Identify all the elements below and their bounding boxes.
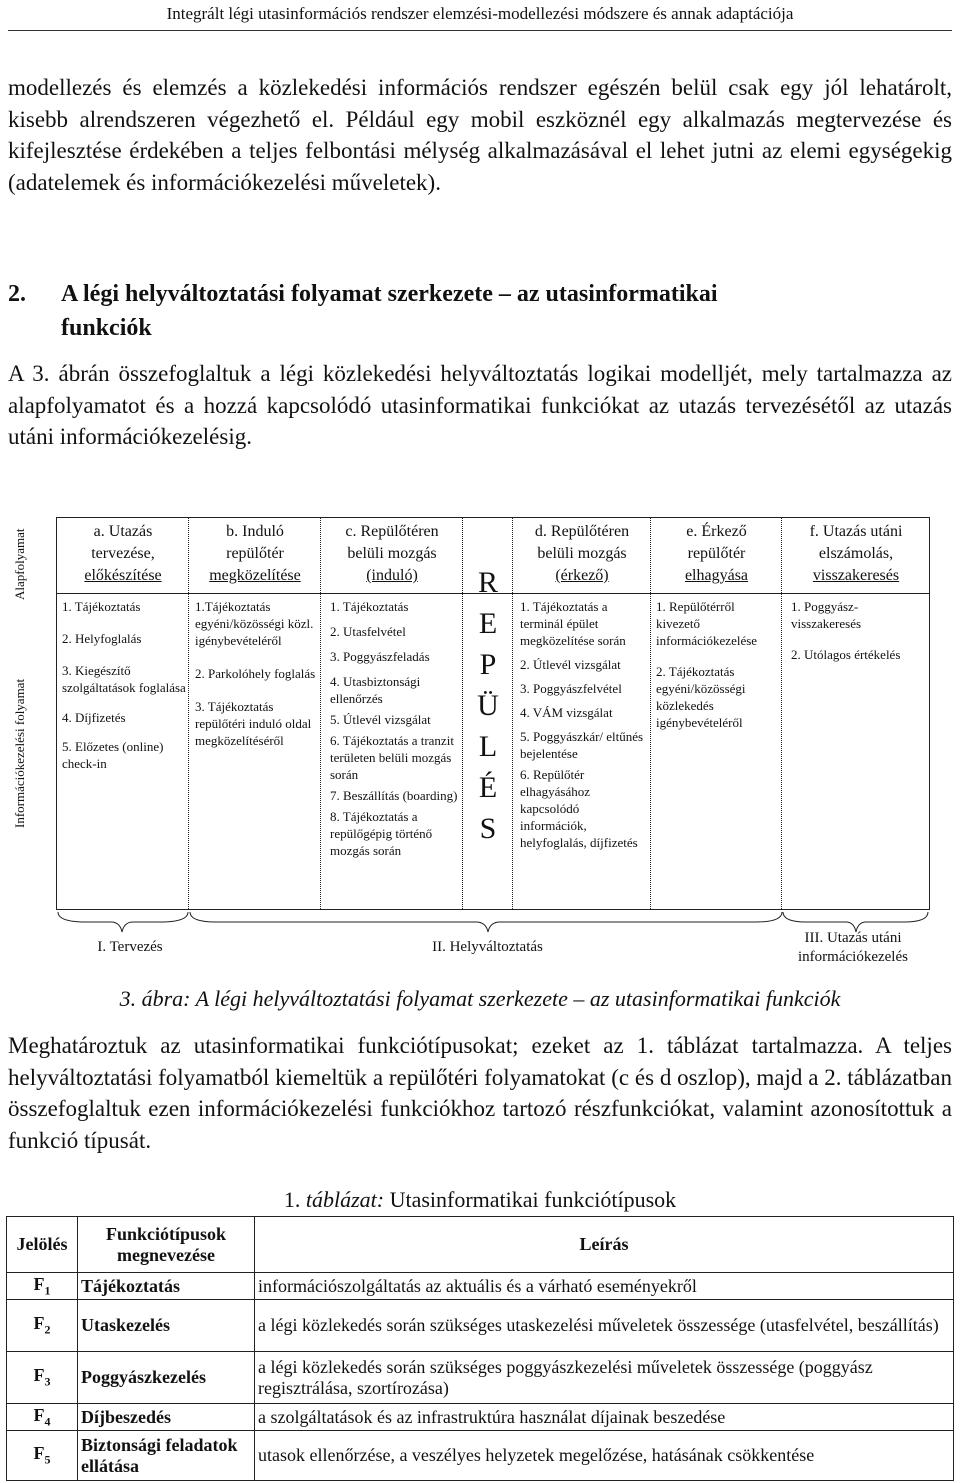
- column-separator: [512, 518, 513, 909]
- title-line: tervezése,: [91, 545, 155, 562]
- cell-name: Biztonsági feladatok ellátása: [78, 1431, 255, 1481]
- title-line: előkészítése: [84, 567, 162, 584]
- letter: R: [477, 566, 498, 599]
- code-letter: F: [33, 1313, 45, 1334]
- letter: E: [478, 607, 498, 640]
- column-d-items: [520, 598, 648, 855]
- list-item: 3. Tájékoztatás repülőtéri induló oldal megközelítéséről: [195, 699, 312, 748]
- list-item: 2. Helyfoglalás: [62, 631, 142, 646]
- cell-code: [7, 1300, 78, 1352]
- column-separator: [781, 518, 782, 909]
- code-letter: F: [33, 1404, 45, 1425]
- table-caption: [8, 1187, 952, 1213]
- code-letter: F: [33, 1443, 45, 1464]
- list-item: 7. Beszállítás (boarding): [330, 788, 458, 803]
- title-line: c. Repülőtéren: [345, 523, 439, 540]
- list-item: 1. Tájékoztatás: [330, 599, 409, 614]
- code-letter: F: [33, 1273, 45, 1294]
- title-line: elhagyása: [684, 567, 749, 584]
- list-item: 1. Tájékoztatás: [62, 599, 141, 614]
- phase-line: III. Utazás utáni: [804, 930, 902, 946]
- table-header-row: [7, 1217, 954, 1273]
- list-item: 3. Kiegészítő szolgáltatások foglalása: [62, 663, 186, 695]
- column-e-title: [652, 521, 781, 587]
- header-desc: Leírás: [255, 1217, 954, 1273]
- function-types-table: [6, 1216, 954, 1481]
- title-line: repülőtér: [687, 545, 746, 562]
- column-separator: [650, 518, 651, 909]
- column-c-items: [330, 598, 458, 863]
- table-caption-text: Utasinformatikai funkciótípusok: [389, 1187, 677, 1212]
- letter: É: [478, 771, 498, 804]
- list-item: 1.Tájékoztatás egyéni/közösségi közl. igénybevételéről: [195, 599, 314, 648]
- figure-caption-label: 3. ábra:: [119, 986, 191, 1011]
- column-separator: [188, 518, 189, 909]
- column-f-title: [783, 521, 929, 587]
- column-d-title: [514, 521, 650, 587]
- list-item: 1. Tájékoztatás a terminál épület megközelítése során: [520, 599, 626, 648]
- list-item: 6. Tájékoztatás a tranzit területen belüli mozgás során: [330, 733, 454, 782]
- list-item: 1. Repülőtérről kivezető információkezelése: [656, 599, 758, 648]
- phase-travel: II. Helyváltoztatás: [432, 939, 543, 955]
- title-line: a. Utazás: [93, 523, 153, 540]
- list-item: 2. Útlevél vizsgálat: [520, 657, 621, 672]
- paragraph-3: Meghatároztuk az utasinformatikai funkciótípusokat; ezeket az 1. táblázat tartalmazza. A teljes helyváltoztatási folyamatból kiemeltük a repülőtéri folyamatokat (c és d oszlop), majd a 2. táblázatban összefoglaltuk ezen információkezelési funkciókhoz tartozó részfunkciókat, valamint azonosítottuk a funkció típusát.: [8, 1033, 952, 1153]
- side-label-info-process: Információkezelési folyamat: [12, 678, 27, 828]
- section-heading: [8, 277, 952, 345]
- header-rule: [8, 30, 952, 31]
- list-item: 5. Útlevél vizsgálat: [330, 712, 431, 727]
- code-letter: F: [33, 1365, 45, 1386]
- section-paragraph: A 3. ábrán összefoglaltuk a légi közlekedési helyváltoztatás logikai modelljét, mely tartalmazza az alapfolyamatot és a hozzá kapcsolódó utasinformatikai funkciókat az utazás tervezésétől az utazás utáni információkezelésig.: [8, 361, 952, 450]
- list-item: 4. Utasbiztonsági ellenőrzés: [330, 674, 421, 706]
- cell-desc: a légi közlekedés során szükséges poggyászkezelési műveletek összessége (poggyász regisztrálása, szortírozása): [255, 1352, 954, 1404]
- brace-travel: [190, 912, 782, 932]
- letter: Ü: [477, 689, 499, 722]
- table-caption-label: táblázat:: [305, 1187, 385, 1212]
- figure-caption: [8, 986, 952, 1012]
- cell-code: [7, 1352, 78, 1404]
- section-number: 2.: [8, 281, 26, 307]
- title-line: (érkező): [555, 567, 609, 584]
- intro-paragraph: modellezés és elemzés a közlekedési információs rendszer egészén belül csak egy jól lehatárolt, kisebb alrendszeren végezhető el. Például egy mobil eszköznél egy alkalmazás megtervezése és kifejlesztése érdekében a teljes felbontási mélység alkalmazásával el lehet jutni az elemi egységekig (adatelemek és információkezelési műveletek).: [8, 75, 952, 195]
- list-item: 8. Tájékoztatás a repülőgépig történő mozgás során: [330, 809, 433, 858]
- brace-planning: [58, 912, 188, 932]
- title-line: belüli mozgás: [347, 545, 437, 562]
- column-e-items: [656, 598, 778, 737]
- code-sub: 1: [44, 1283, 51, 1298]
- title-line: visszakeresés: [812, 567, 900, 584]
- running-header: Integrált légi utasinformációs rendszer elemzési-modellezési módszere és annak adaptációja: [166, 4, 794, 23]
- code-sub: 4: [44, 1414, 51, 1429]
- phase-post-travel: [778, 929, 928, 967]
- cell-code: [7, 1431, 78, 1481]
- column-separator: [320, 518, 321, 909]
- section-title-line1: A légi helyváltoztatási folyamat szerkezete – az utasinformatikai: [61, 281, 718, 307]
- list-item: 1. Poggyász-visszakeresés: [791, 599, 862, 631]
- side-label-basic-process: Alapfolyamat: [12, 528, 27, 600]
- list-item: 4. Díjfizetés: [62, 710, 126, 725]
- title-line: megközelítése: [209, 567, 301, 584]
- phase-planning: I. Tervezés: [97, 939, 163, 955]
- cell-name: Utaskezelés: [78, 1300, 255, 1352]
- table-row: [7, 1404, 954, 1431]
- cell-desc: a légi közlekedés során szükséges utaskezelési műveletek összessége (utasfelvétel, beszállítás): [255, 1300, 954, 1352]
- list-item: 5. Előzetes (online) check-in: [62, 739, 164, 771]
- table-row: [7, 1431, 954, 1481]
- list-item: 3. Poggyászfeladás: [330, 649, 430, 664]
- code-sub: 2: [44, 1322, 51, 1337]
- list-item: 2. Parkolóhely foglalás: [195, 666, 316, 681]
- figure-caption-text: A légi helyváltoztatási folyamat szerkezete – az utasinformatikai funkciók: [190, 986, 841, 1011]
- title-line: b. Induló: [226, 523, 284, 540]
- cell-code: [7, 1404, 78, 1431]
- column-separator: [462, 518, 463, 909]
- cell-desc: utasok ellenőrzése, a veszélyes helyzetek megelőzése, hatásának csökkentése: [255, 1431, 954, 1481]
- column-a-items: [62, 598, 186, 778]
- title-line: d. Repülőtéren: [534, 523, 630, 540]
- list-item: 2. Tájékoztatás egyéni/közösségi közlekedés igénybevételéről: [656, 664, 746, 730]
- cell-name: Poggyászkezelés: [78, 1352, 255, 1404]
- list-item: 5. Poggyászkár/ eltűnés bejelentése: [520, 729, 644, 761]
- cell-desc: a szolgáltatások és az infrastruktúra használat díjainak beszedése: [255, 1404, 954, 1431]
- letter: L: [478, 730, 498, 763]
- title-line: belüli mozgás: [537, 545, 627, 562]
- header-code: Jelölés: [7, 1217, 78, 1273]
- list-item: 2. Utasfelvétel: [330, 624, 406, 639]
- title-line: (induló): [366, 567, 418, 584]
- list-item: 3. Poggyászfelvétel: [520, 681, 622, 696]
- title-line: e. Érkező: [686, 523, 747, 540]
- section-title-line2: funkciók: [61, 315, 152, 341]
- table-row: [7, 1300, 954, 1352]
- title-line: elszámolás,: [818, 545, 894, 562]
- list-item: 6. Repülőtér elhagyásához kapcsolódó információk, helyfoglalás, díjfizetés: [520, 767, 638, 850]
- header-name: Funkciótípusok megnevezése: [78, 1217, 255, 1273]
- cell-name: Díjbeszedés: [78, 1404, 255, 1431]
- title-line: f. Utazás utáni: [809, 523, 903, 540]
- letter: S: [479, 812, 497, 845]
- cell-code: [7, 1273, 78, 1300]
- letter: P: [479, 648, 497, 681]
- code-sub: 3: [44, 1374, 51, 1389]
- column-b-items: [195, 598, 317, 755]
- table-caption-number: 1.: [283, 1187, 301, 1212]
- table-row: [7, 1352, 954, 1404]
- column-c-title: [322, 521, 462, 587]
- title-line: repülőtér: [226, 545, 284, 562]
- phase-line: információkezelés: [798, 949, 908, 965]
- code-sub: 5: [44, 1452, 51, 1467]
- cell-desc: információszolgáltatás az aktuális és a várható eseményekről: [255, 1273, 954, 1300]
- column-a-title: [58, 521, 188, 587]
- table-row: [7, 1273, 954, 1300]
- list-item: 4. VÁM vizsgálat: [520, 705, 613, 720]
- list-item: 2. Utólagos értékelés: [791, 647, 901, 662]
- cell-name: Tájékoztatás: [78, 1273, 255, 1300]
- flight-letters: [464, 562, 512, 849]
- column-b-title: [190, 521, 320, 587]
- column-f-items: [791, 598, 925, 669]
